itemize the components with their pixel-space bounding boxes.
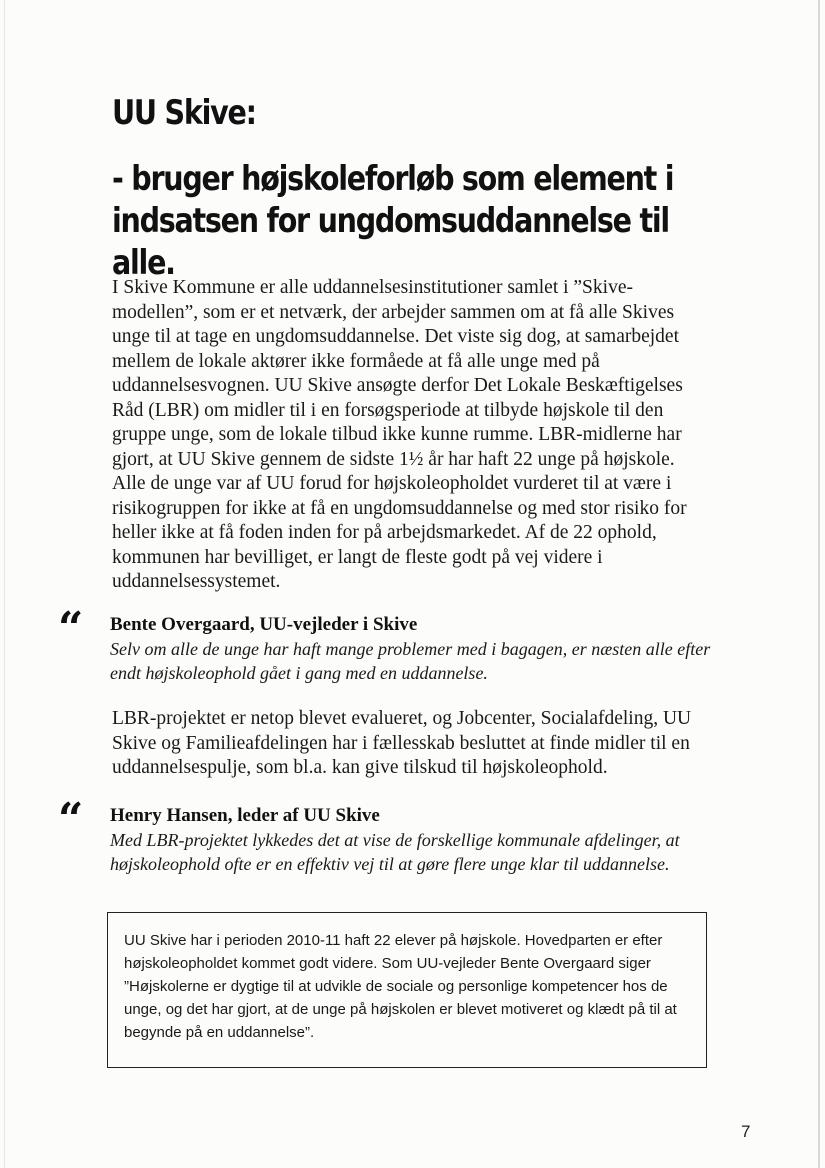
quote-author: Bente Overgaard, UU-vejleder i Skive: [110, 614, 418, 635]
quote-mark-icon: “: [58, 794, 80, 845]
intro-paragraph: I Skive Kommune er alle uddannelsesinstitutioner samlet i ”Skive-modellen”, som er et netværk, der arbejder sammen om at få alle Skives unge til at tage en ungdomsuddannelse. Det viste sig dog, at samarbejdet mellem de lokale aktører ikke formåede at få alle unge med på uddannelsesvognen. UU Skive ansøgte derfor Det Lokale Beskæftigelses Råd (LBR) om midler til i en forsøgsperiode at tilbyde højskole til den gruppe unge, som de lokale tilbud ikke kunne rumme. LBR-midlerne har gjort, at UU Skive gennem de sidste 1½ år har haft 22 unge på højskole. Alle de unge var af UU forud for højskoleopholdet vurderet til at være i risikogruppen for ikke at få en ungdomsuddannelse og med stor risiko for heller ikke at få foden inden for på arbejdsmarkedet. Af de 22 ophold, kommunen har bevilliget, er langt de fleste godt på vej videre i uddannelsessystemet.: [112, 277, 687, 592]
page-subtitle: - bruger højskoleforløb som element i indsatsen for ungdomsuddannelse til alle.: [112, 159, 674, 283]
quote-author: Henry Hansen, leder af UU Skive: [110, 805, 380, 826]
quote-mark-icon: “: [58, 603, 80, 654]
page-edge-left: [4, 0, 5, 1168]
page-edge-right: [818, 0, 820, 1168]
quote-text: Selv om alle de unge har haft mange problemer med i bagagen, er næsten alle efter endt højskoleophold gået i gang med en uddannelse.: [110, 639, 711, 683]
page-number: 7: [741, 1122, 751, 1141]
quote-text: Med LBR-projektet lykkedes det at vise de forskellige kommunale afdelinger, at højskoleophold ofte er en effektiv vej til at gøre flere unge klar til uddannelse.: [110, 830, 680, 874]
middle-paragraph: LBR-projektet er netop blevet evalueret, og Jobcenter, Socialafdeling, UU Skive og Familieafdelingen har i fællesskab besluttet at finde midler til en uddannelsespulje, som bl.a. kan give tilskud til højskoleophold.: [112, 708, 692, 778]
fact-box: [107, 912, 707, 1068]
page-title: UU Skive:: [112, 93, 256, 133]
fact-box-text: UU Skive har i perioden 2010-11 haft 22 elever på højskole. Hovedparten er efter højskoleopholdet kommet godt videre. Som UU-vejleder Bente Overgaard siger ”Højskolerne er dygtige til at udvikle de sociale og personlige kompetencer hos de unge, og det har gjort, at de unge på højskolen er blevet motiveret og klædt på til at begynde på en uddannelse”.: [124, 932, 677, 1041]
